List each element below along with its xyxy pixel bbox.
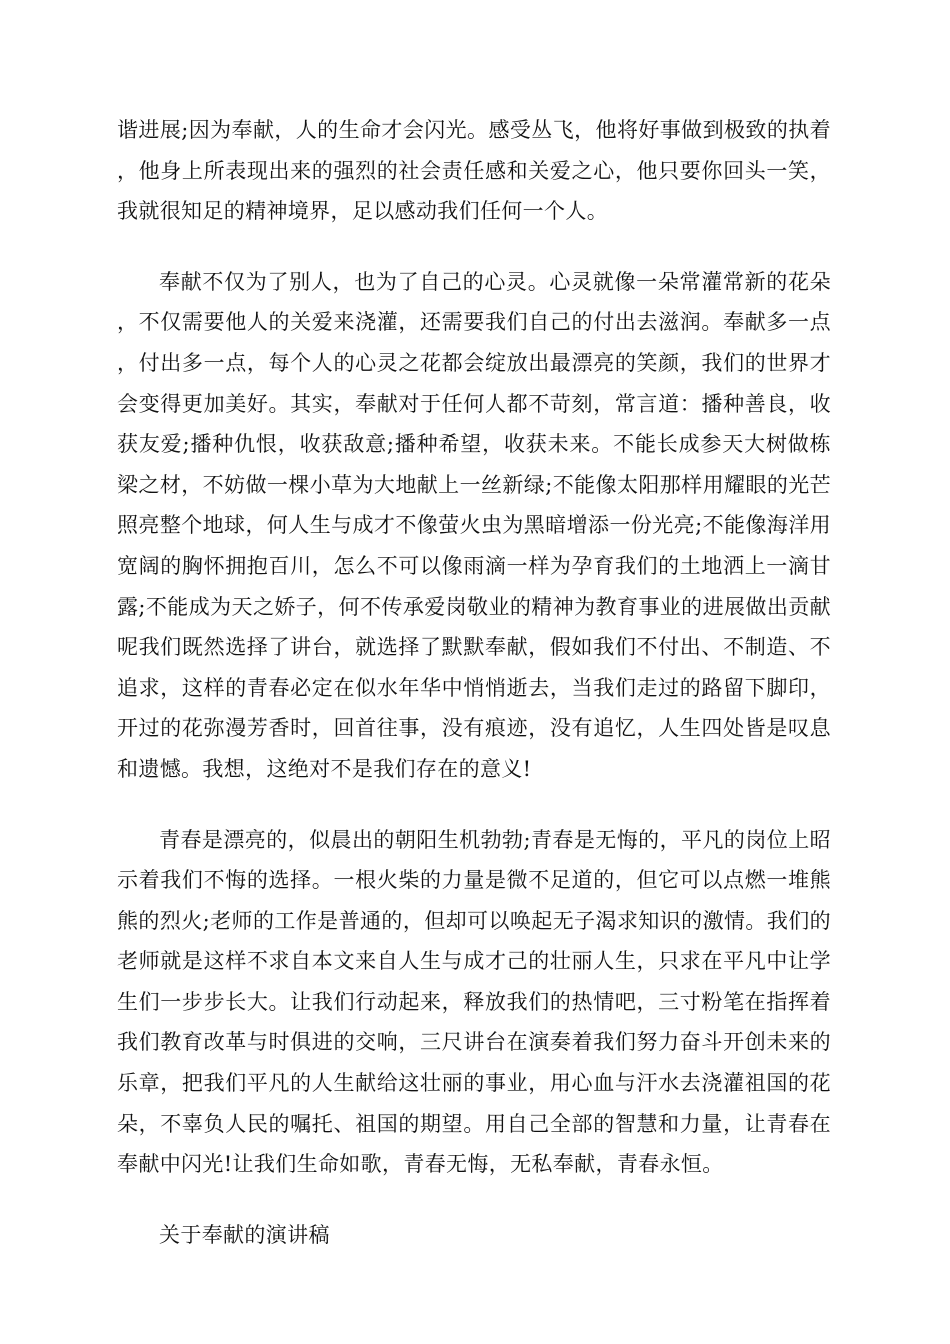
section-heading: 关于奉献的演讲稿: [159, 1222, 330, 1247]
document-page: [117, 110, 831, 1285]
paragraph-3: 青春是漂亮的，似晨出的朝阳生机勃勃;青春是无悔的，平凡的岗位上昭示着我们不悔的选择。一根火柴的力量是微不足道的，但它可以点燃一堆熊熊的烈火;老师的工作是普通的，但却可以唤起无子渴求知识的激情。我们的老师就是这样不求自本文来自人生与成才己的壮丽人生，只求在平凡中让学生们一步步长大。让我们行动起来，释放我们的热情吧，三寸粉笔在指挥着我们教育改革与时俱进的交响，三尺讲台在演奏着我们努力奋斗开创未来的乐章，把我们平凡的人生献给这壮丽的事业，用心血与汗水去浇灌祖国的花朵，不辜负人民的嘱托、祖国的期望。用自己全部的智慧和力量，让青春在奉献中闪光!让我们生命如歌，青春无悔，无私奉献，青春永恒。: [117, 827, 831, 1177]
paragraph-1: 谐进展;因为奉献，人的生命才会闪光。感受丛飞，他将好事做到极致的执着，他身上所表现出来的强烈的社会责任感和关爱之心，他只要你回头一笑，我就很知足的精神境界，足以感动我们任何一个人。: [117, 118, 831, 224]
paragraph-2: 奉献不仅为了别人，也为了自己的心灵。心灵就像一朵常灌常新的花朵，不仅需要他人的关爱来浇灌，还需要我们自己的付出去滋润。奉献多一点，付出多一点，每个人的心灵之花都会绽放出最漂亮的笑颜，我们的世界才会变得更加美好。其实，奉献对于任何人都不苛刻，常言道：播种善良，收获友爱;播种仇恨，收获敌意;播种希望，收获未来。不能长成参天大树做栋梁之材，不妨做一棵小草为大地献上一丝新绿;不能像太阳那样用耀眼的光芒照亮整个地球，何人生与成才不像萤火虫为黑暗增添一份光亮;不能像海洋用宽阔的胸怀拥抱百川，怎么不可以像雨滴一样为孕育我们的土地洒上一滴甘露;不能成为天之娇子，何不传承爱岗敬业的精神为教育事业的进展做出贡献呢我们既然选择了讲台，就选择了默默奉献，假如我们不付出、不制造、不追求，这样的青春必定在似水年华中悄悄逝去，当我们走过的路留下脚印，开过的花弥漫芳香时，回首往事，没有痕迹，没有追忆，人生四处皆是叹息和遗憾。我想，这绝对不是我们存在的意义!: [117, 269, 831, 781]
